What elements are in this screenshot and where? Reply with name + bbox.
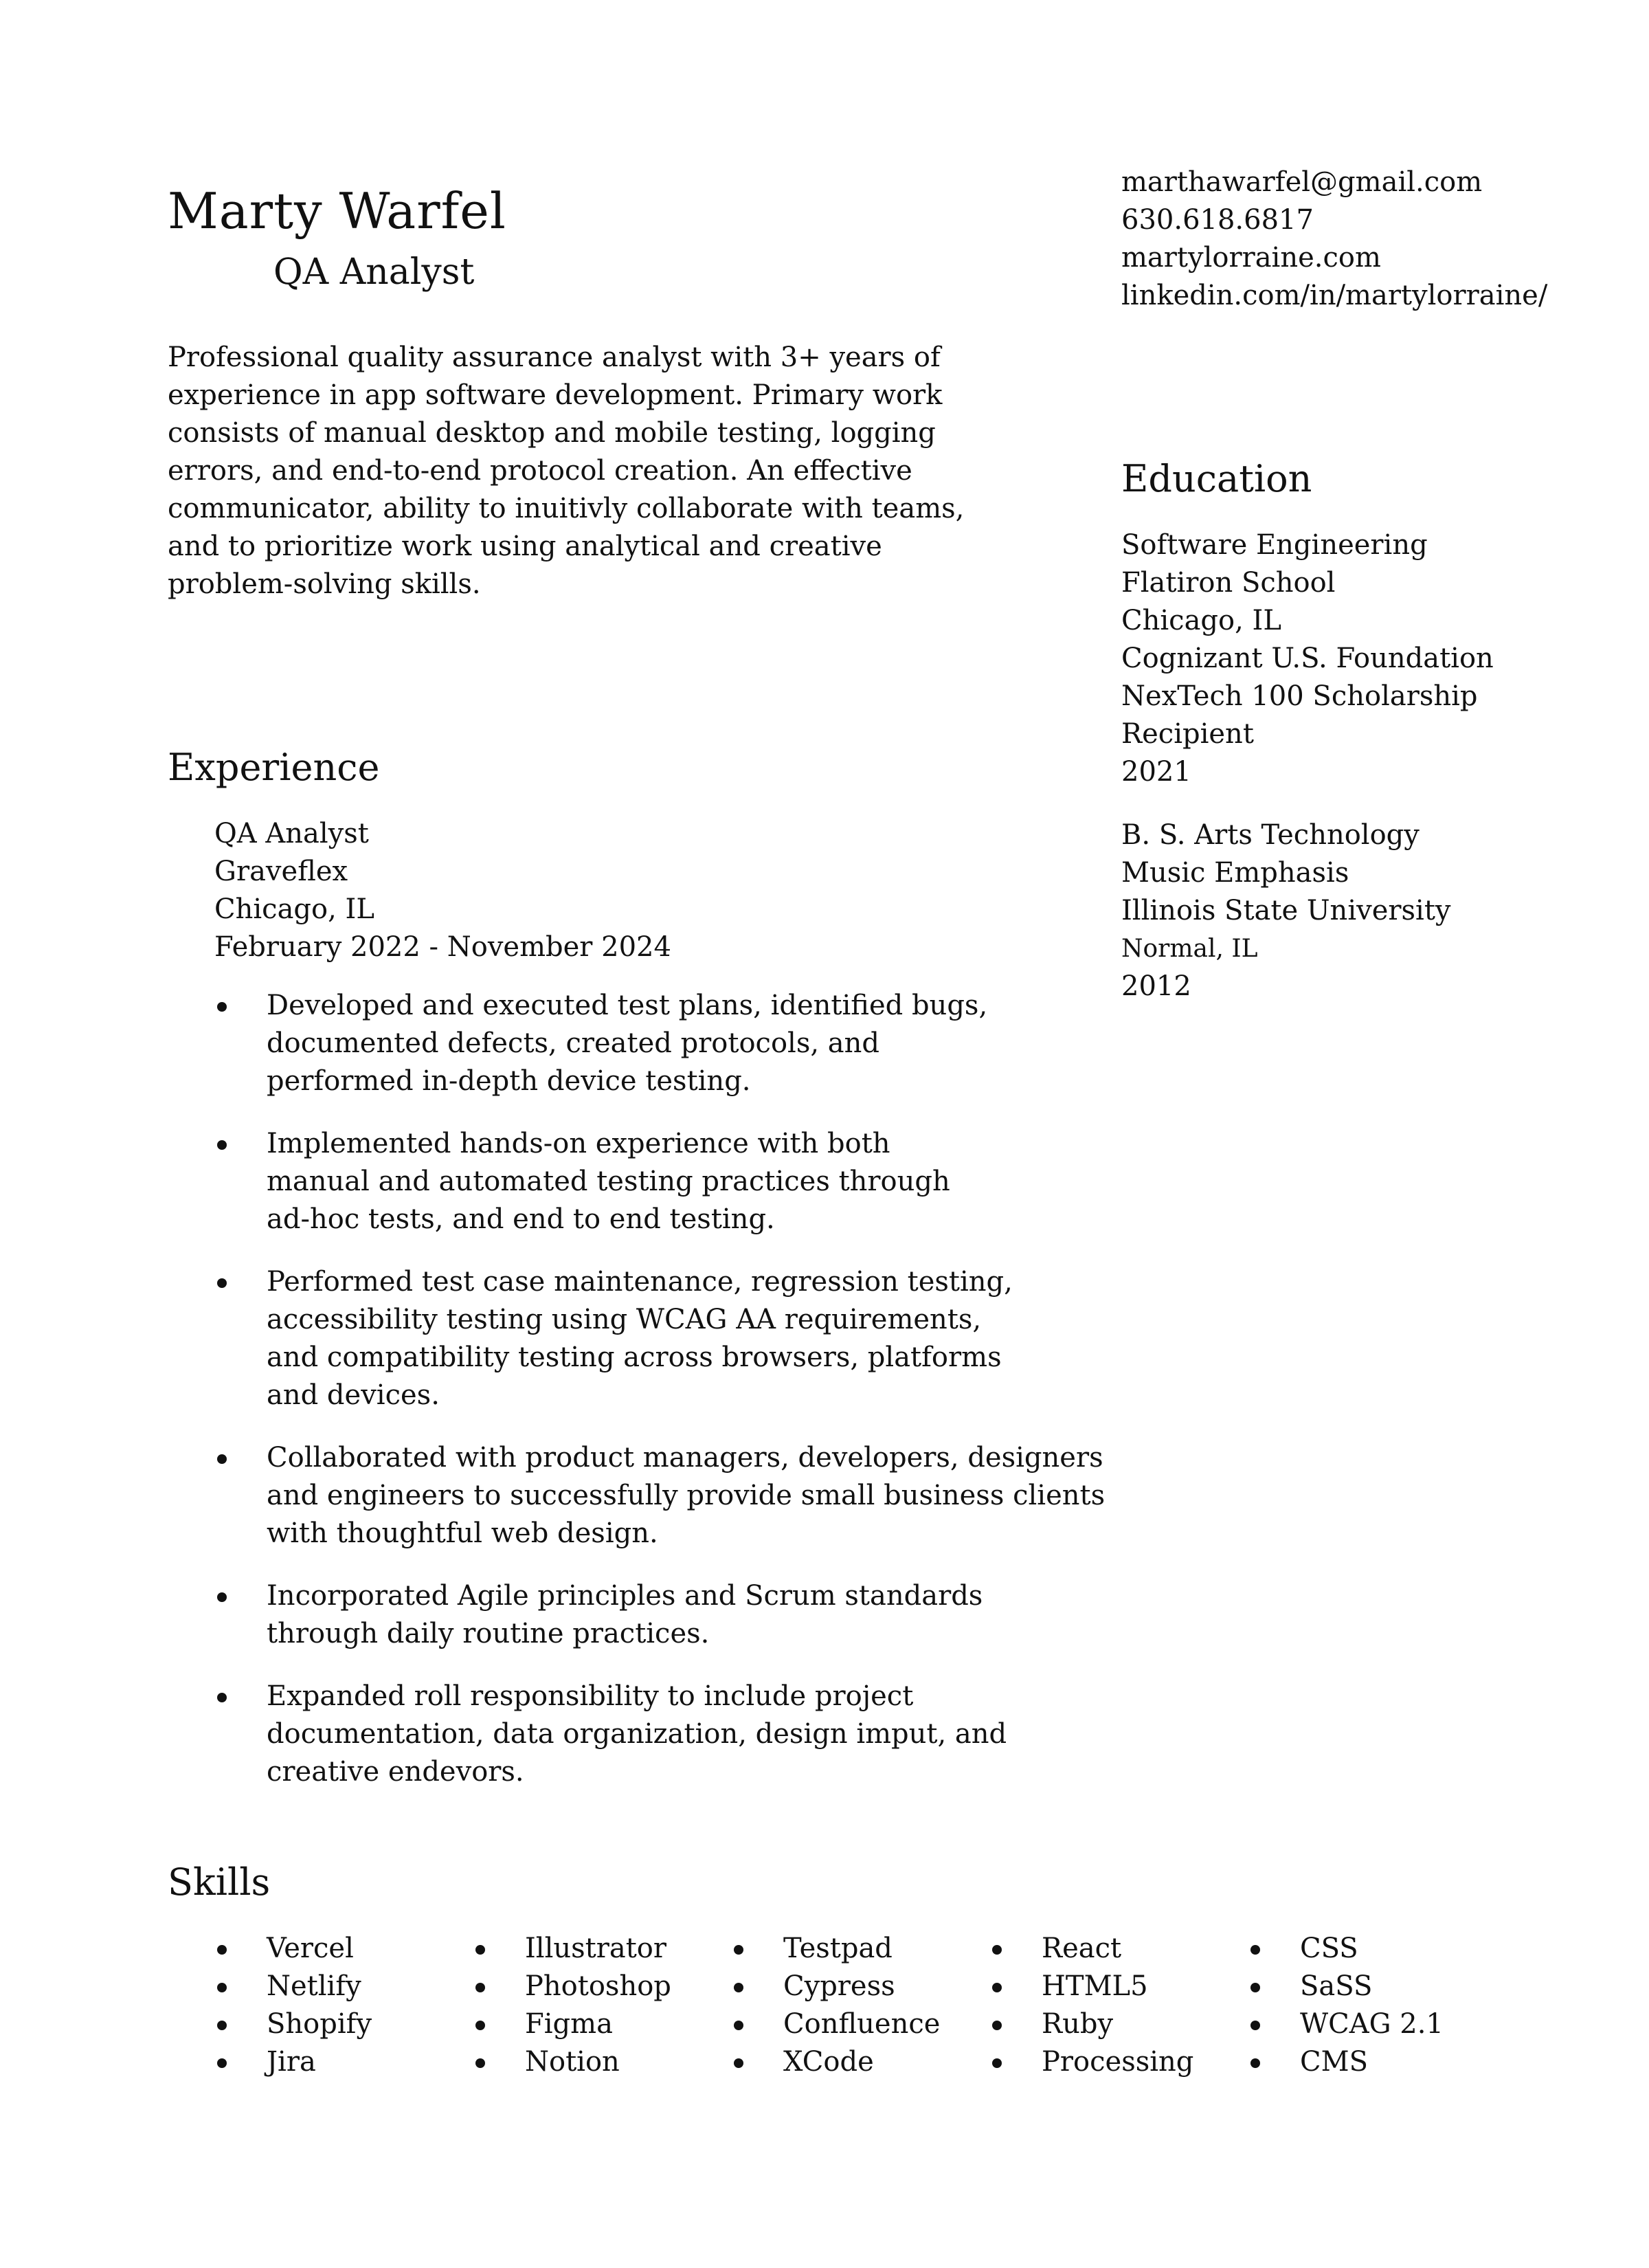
bullet-line: documentation, data organization, design imput, and xyxy=(267,1718,1007,1750)
skills-column xyxy=(1248,1930,1506,2081)
skill-item: SaSS xyxy=(1248,1968,1506,2005)
experience-bullet xyxy=(214,1263,1059,1414)
bullet-line: creative endevors. xyxy=(267,1756,524,1788)
summary-line: consists of manual desktop and mobile testing, logging xyxy=(168,417,936,449)
skill-item: Notion xyxy=(473,2043,731,2081)
education-line: B. S. Arts Technology xyxy=(1121,819,1420,851)
education-entry xyxy=(1121,816,1451,1005)
skill-item: Confluence xyxy=(731,2005,989,2043)
experience-bullet xyxy=(214,1577,1059,1653)
education-line: Software Engineering xyxy=(1121,529,1428,561)
bullet-line: through daily routine practices. xyxy=(267,1618,710,1649)
summary-line: and to prioritize work using analytical and creative xyxy=(168,531,882,562)
skills-heading: Skills xyxy=(168,1860,271,1904)
education-entry xyxy=(1121,526,1494,791)
bullet-line: and devices. xyxy=(267,1379,440,1411)
summary-line: Professional quality assurance analyst with 3+ years of xyxy=(168,342,941,373)
skill-item: HTML5 xyxy=(989,1968,1248,2005)
bullet-line: Expanded roll responsibility to include project xyxy=(267,1680,914,1712)
bullet-line: accessibility testing using WCAG AA requirements, xyxy=(267,1304,982,1335)
job-title: QA Analyst xyxy=(214,818,369,849)
bullet-line: Implemented hands-on experience with both xyxy=(267,1128,890,1159)
bullet-line: documented defects, created protocols, and xyxy=(267,1027,879,1059)
bullet-line: and compatibility testing across browsers, platforms xyxy=(267,1342,1002,1373)
job-location: Chicago, IL xyxy=(214,893,374,925)
bullet-line: manual and automated testing practices through xyxy=(267,1166,950,1197)
skill-item: Cypress xyxy=(731,1968,989,2005)
education-line: Music Emphasis xyxy=(1121,857,1349,889)
skills-column xyxy=(731,1930,989,2081)
summary-line: errors, and end-to-end protocol creation. An effective xyxy=(168,455,912,487)
skill-item: React xyxy=(989,1930,1248,1968)
skill-item: Netlify xyxy=(214,1968,473,2005)
contact-linkedin: linkedin.com/in/martylorraine/ xyxy=(1121,280,1548,311)
resume-job-title: QA Analyst xyxy=(273,252,475,293)
skill-item: Photoshop xyxy=(473,1968,731,2005)
education-line: Cognizant U.S. Foundation xyxy=(1121,643,1494,674)
education-line: Flatiron School xyxy=(1121,567,1336,599)
education-line: 2012 xyxy=(1121,970,1191,1002)
contact-email: marthawarfel@gmail.com xyxy=(1121,166,1483,198)
experience-bullet xyxy=(214,1678,1059,1791)
bullet-line: Performed test case maintenance, regression testing, xyxy=(267,1266,1013,1298)
skill-item: Jira xyxy=(214,2043,473,2081)
skill-item: CSS xyxy=(1248,1930,1506,1968)
skill-item: CMS xyxy=(1248,2043,1506,2081)
skill-item: Processing xyxy=(989,2043,1248,2081)
skills-column xyxy=(473,1930,731,2081)
experience-bullet xyxy=(214,987,1059,1100)
skill-item: Ruby xyxy=(989,2005,1248,2043)
experience-heading: Experience xyxy=(168,746,380,789)
bullet-line: Incorporated Agile principles and Scrum standards xyxy=(267,1580,983,1612)
education-line: NexTech 100 Scholarship xyxy=(1121,680,1478,712)
contact-phone: 630.618.6817 xyxy=(1121,204,1314,236)
summary-line: communicator, ability to inuitivly collaborate with teams, xyxy=(168,493,965,524)
skills-column xyxy=(214,1930,473,2081)
skill-item: Vercel xyxy=(214,1930,473,1968)
skill-item: Shopify xyxy=(214,2005,473,2043)
resume-name: Marty Warfel xyxy=(168,182,506,240)
experience-bullet xyxy=(214,1125,1059,1238)
summary-line: problem-solving skills. xyxy=(168,568,481,600)
skills-grid xyxy=(214,1930,1506,2081)
skill-item: XCode xyxy=(731,2043,989,2081)
bullet-line: Collaborated with product managers, developers, designers xyxy=(267,1442,1103,1474)
bullet-line: Developed and executed test plans, identified bugs, xyxy=(267,990,988,1021)
skill-item: Testpad xyxy=(731,1930,989,1968)
skill-item: WCAG 2.1 xyxy=(1248,2005,1506,2043)
education-line: 2021 xyxy=(1121,756,1191,788)
summary-line: experience in app software development. Primary work xyxy=(168,379,943,411)
job-header xyxy=(214,815,671,966)
education-heading: Education xyxy=(1121,457,1312,500)
contact-website: martylorraine.com xyxy=(1121,242,1381,274)
bullet-line: ad-hoc tests, and end to end testing. xyxy=(267,1203,775,1235)
professional-summary xyxy=(168,339,965,603)
skill-item: Illustrator xyxy=(473,1930,731,1968)
education-line: Chicago, IL xyxy=(1121,605,1281,636)
job-dates: February 2022 - November 2024 xyxy=(214,931,671,963)
experience-bullet xyxy=(214,1439,1106,1553)
education-line: Recipient xyxy=(1121,718,1254,750)
skill-item: Figma xyxy=(473,2005,731,2043)
education-line: Illinois State University xyxy=(1121,895,1451,926)
bullet-line: and engineers to successfully provide small business clients xyxy=(267,1480,1106,1511)
contact-info xyxy=(1121,164,1547,315)
bullet-line: performed in-depth device testing. xyxy=(267,1065,751,1097)
experience-bullet-list xyxy=(214,987,1106,1791)
skills-column xyxy=(989,1930,1248,2081)
job-company: Graveflex xyxy=(214,856,348,887)
education-line: Normal, IL xyxy=(1121,935,1258,963)
bullet-line: with thoughtful web design. xyxy=(267,1517,658,1549)
